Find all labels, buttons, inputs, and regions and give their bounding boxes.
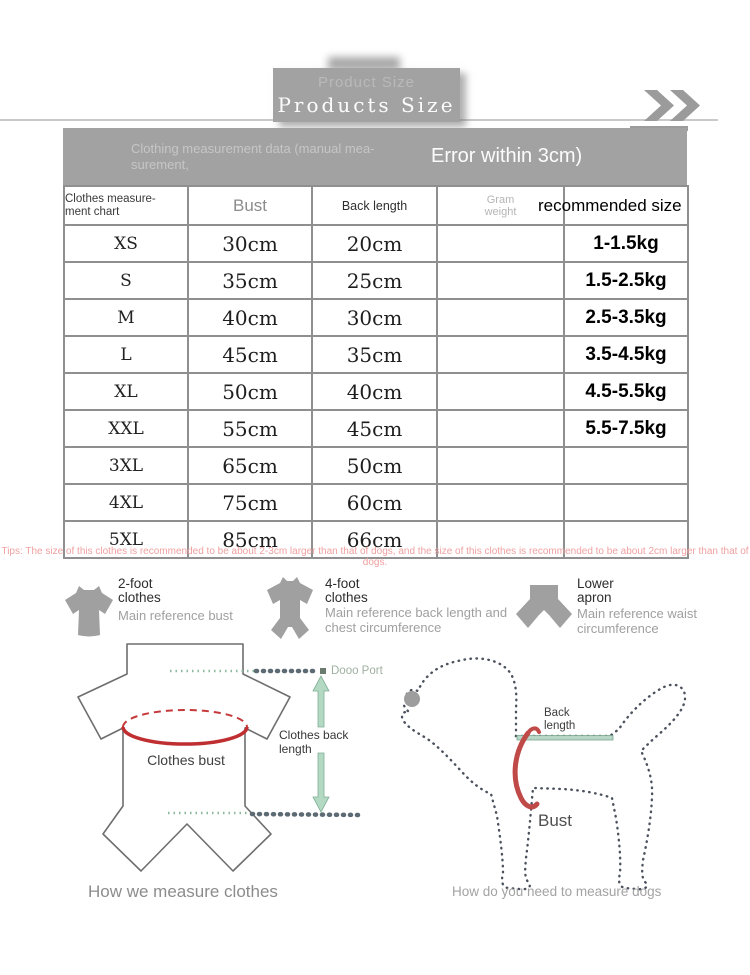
- back-length-cell: 20cm: [312, 225, 437, 262]
- double-chevron-icon: [644, 90, 702, 121]
- gram-weight-header: Gram weight: [437, 186, 564, 225]
- size-cell: XL: [64, 373, 188, 410]
- port-marker: [320, 668, 326, 674]
- back-length-arrow-up: [313, 676, 329, 727]
- recommended-size-header: recommended size: [564, 186, 688, 225]
- dog-measure-diagram: [395, 640, 715, 902]
- dog-outline: [402, 659, 685, 890]
- size-cell: 5XL: [64, 521, 188, 558]
- recommended-cell: 1.5-2.5kg: [564, 262, 688, 299]
- bust-cell: 65cm: [188, 447, 312, 484]
- table-row: [64, 262, 688, 299]
- clothes-measure-diagram: [55, 640, 405, 905]
- back-length-cell: 60cm: [312, 484, 437, 521]
- port-label: Dooo Port: [331, 665, 383, 677]
- dog-back-length-label: Back length: [544, 707, 576, 732]
- clothes-chart-header: Clothes measure- ment chart: [64, 186, 188, 225]
- table-row: [64, 299, 688, 336]
- tips-text: Tips: The size of this clothes is recommended to be about 2-3cm larger than that of dogs, and the size of this clothes is recommended to be about 2cm larger than that of dogs.: [1, 546, 749, 568]
- back-length-cell: 35cm: [312, 336, 437, 373]
- bust-cell: 30cm: [188, 225, 312, 262]
- gram-weight-cell: [437, 262, 564, 299]
- size-cell: XS: [64, 225, 188, 262]
- size-cell: XXL: [64, 410, 188, 447]
- back-length-cell: 25cm: [312, 262, 437, 299]
- bust-cell: 55cm: [188, 410, 312, 447]
- gram-weight-cell: [437, 410, 564, 447]
- back-length-cell: 40cm: [312, 373, 437, 410]
- clothes-diagram-caption: How we measure clothes: [88, 882, 278, 901]
- dog-diagram-caption: How do you need to measure dogs: [452, 884, 662, 899]
- gram-weight-cell: [437, 225, 564, 262]
- table-row: [64, 225, 688, 262]
- dog-bust-line-hook: [528, 728, 539, 733]
- lower-apron-icon: [516, 584, 572, 632]
- type-apron-text: Lower apron Main reference waist circumference: [577, 576, 697, 636]
- bust-cell: 75cm: [188, 484, 312, 521]
- 4-foot-clothes-icon: [259, 575, 321, 641]
- recommended-cell: 2.5-3.5kg: [564, 299, 688, 336]
- back-length-cell: 50cm: [312, 447, 437, 484]
- bust-cell: 35cm: [188, 262, 312, 299]
- size-cell: M: [64, 299, 188, 336]
- size-cell: 4XL: [64, 484, 188, 521]
- bust-cell: 50cm: [188, 373, 312, 410]
- type-2foot-text: 2-foot clothes Main reference bust: [118, 576, 233, 623]
- bust-cell: 45cm: [188, 336, 312, 373]
- table-banner: [63, 128, 687, 185]
- table-row: [64, 410, 688, 447]
- 2-foot-clothes-icon: [61, 583, 117, 637]
- size-cell: 3XL: [64, 447, 188, 484]
- clothes-bust-label: Clothes bust: [147, 752, 225, 768]
- bust-header: Bust: [188, 186, 312, 225]
- table-row: [64, 447, 688, 484]
- recommended-cell: 5.5-7.5kg: [564, 410, 688, 447]
- dog-nose: [404, 691, 420, 707]
- measurement-note: Clothing measurement data (manual mea- surement,: [131, 140, 375, 172]
- size-cell: S: [64, 262, 188, 299]
- gram-weight-cell: [437, 484, 564, 521]
- product-size-title: Products Size: [277, 92, 456, 117]
- back-length-arrow-down: [313, 753, 329, 812]
- bust-cell: 40cm: [188, 299, 312, 336]
- gram-weight-cell: [437, 336, 564, 373]
- table-row: [64, 484, 688, 521]
- back-length-line: [517, 736, 613, 741]
- clothes-back-length-label: Clothes back length: [279, 728, 349, 756]
- size-table-body: [64, 225, 688, 558]
- size-table: [63, 185, 689, 559]
- gram-weight-cell: [437, 373, 564, 410]
- dog-bust-line: [515, 733, 537, 807]
- dog-bust-label: Bust: [538, 811, 573, 830]
- back-length-cell: 45cm: [312, 410, 437, 447]
- product-size-banner: [273, 68, 460, 122]
- back-length-cell: 30cm: [312, 299, 437, 336]
- size-chart-section: [63, 128, 687, 559]
- size-cell: L: [64, 336, 188, 373]
- back-length-cell: 66cm: [312, 521, 437, 558]
- hem-dotted-line-dark: [252, 814, 358, 815]
- size-table-header-row: [64, 186, 688, 225]
- recommended-cell: 3.5-4.5kg: [564, 336, 688, 373]
- recommended-cell: [564, 484, 688, 521]
- recommended-cell: 4.5-5.5kg: [564, 373, 688, 410]
- recommended-cell: [564, 447, 688, 484]
- back-length-header: Back length: [312, 186, 437, 225]
- table-row: [64, 373, 688, 410]
- type-4foot-text: 4-foot clothes Main reference back length and chest circumference: [325, 576, 508, 635]
- bust-cell: 85cm: [188, 521, 312, 558]
- recommended-cell: 1-1.5kg: [564, 225, 688, 262]
- product-size-subtitle: Product Size: [317, 73, 416, 91]
- error-note: Error within 3cm): [431, 145, 583, 167]
- gram-weight-cell: [437, 299, 564, 336]
- gram-weight-cell: [437, 447, 564, 484]
- table-row: [64, 336, 688, 373]
